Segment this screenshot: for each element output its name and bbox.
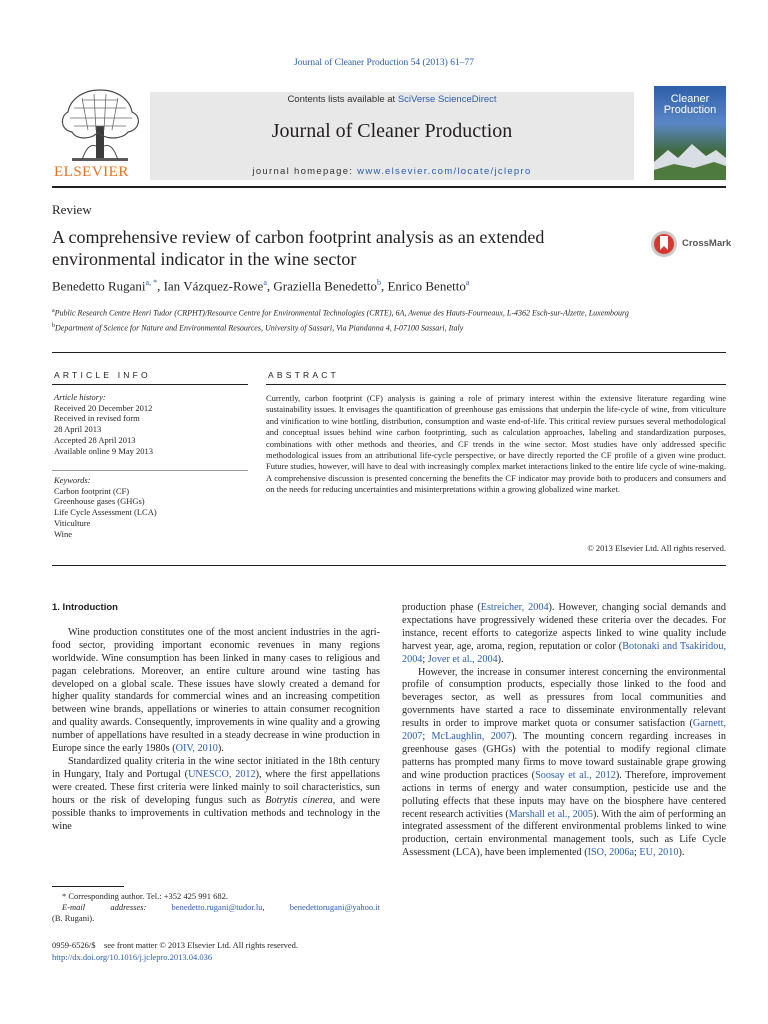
- author-4: Enrico Benetto: [387, 278, 466, 294]
- keyword-item: Viticulture: [54, 517, 91, 528]
- abstract-heading: ABSTRACT: [268, 370, 339, 380]
- citation-link[interactable]: Estreicher, 2004: [480, 602, 549, 613]
- history-item: Received in revised form: [54, 413, 140, 424]
- citation-link[interactable]: Botonaki and Tsakiridou, 2004: [402, 640, 726, 665]
- keywords-label: Keywords:: [54, 475, 91, 485]
- article-type: Review: [52, 202, 92, 217]
- citation-link[interactable]: Soosay et al., 2012: [535, 769, 616, 781]
- cover-title: [654, 94, 726, 116]
- author-3-affiliation[interactable]: b: [376, 278, 381, 287]
- intro-text: , and were possible thanks to improvements in cultivation methods and technology in the wine: [52, 794, 380, 832]
- article-info-rule: [52, 384, 248, 385]
- intro-paragraph: [402, 667, 726, 861]
- crossmark-badge[interactable]: [650, 228, 732, 260]
- affiliation-b: [52, 320, 642, 335]
- homepage-link[interactable]: www.elsevier.com/locate/jclepro: [357, 166, 532, 177]
- citation-link[interactable]: ISO, 2006a: [587, 847, 634, 859]
- affiliation-b-text: Department of Science for Nature and Environmental Resources, University of Sassari, Via Piandanna 4, I-07100 Sassari, Italy: [55, 323, 464, 333]
- citation-link[interactable]: OIV, 2010: [175, 743, 218, 755]
- journal-title: Journal of Cleaner Production: [271, 120, 513, 142]
- footnote-star: *: [62, 891, 67, 901]
- intro-text: ).: [497, 653, 504, 665]
- intro-text: ). However, changing social demands and expectations have progressively widened these criteria over the decades. For instance, recent efforts to categorize aspects linked to wine quality include harvest year, age, aroma, region, reputation or color (: [402, 602, 726, 652]
- intro-paragraph: [52, 756, 380, 833]
- corresponding-author: [52, 891, 380, 902]
- author-separator: ,: [266, 278, 274, 294]
- citation-link[interactable]: Jover et al., 2004: [427, 653, 498, 665]
- article-title: A comprehensive review of carbon footprint analysis as an extended environmental indicator in the wine sector: [52, 227, 545, 269]
- footnote-rule: [52, 886, 124, 887]
- keywords-rule: [52, 470, 248, 471]
- author-separator: ,: [380, 278, 388, 294]
- intro-text: ;: [634, 847, 640, 859]
- tree-icon: [52, 86, 148, 166]
- article-history: [54, 392, 248, 456]
- intro-text: Standardized quality criteria in the wine sector initiated in the 18th century in Hungary, Italy and Portugal (: [52, 755, 380, 780]
- citation-link[interactable]: Marshall et al., 2005: [508, 808, 593, 820]
- intro-text: ). Therefore, improvement actions in terms of energy and water consumption, pesticide use and the polluting effects that these inputs may have on the biosphere have centered recent research activities (: [402, 769, 727, 820]
- affiliation-a-text: Public Research Centre Henri Tudor (CRPHT)/Resource Centre for Environmental Technologies (CRTE), 6A, Avenue des Hauts-Fourneaux, L-4362 Esch-sur-Alzette, Luxembourg: [54, 308, 629, 318]
- contents-line: [150, 94, 634, 105]
- journal-citation[interactable]: Journal of Cleaner Production 54 (2013) 61–77: [294, 58, 474, 68]
- author-3: Graziella Benedetto: [273, 278, 377, 294]
- affiliation-a-marker: a: [52, 308, 55, 314]
- intro-text: production phase (: [402, 602, 481, 613]
- author-separator: ,: [157, 278, 164, 294]
- intro-paragraph: [402, 602, 726, 667]
- keyword-item: Life Cycle Assessment (LCA): [54, 507, 157, 518]
- keyword-item: Carbon footprint (CF): [54, 485, 130, 496]
- issn-line: 0959-6526/$ see front matter © 2013 Elsevier Ltd. All rights reserved.: [52, 940, 299, 950]
- footnote: [52, 891, 380, 925]
- email-owner: (B. Rugani).: [52, 913, 95, 924]
- journal-header-box: [150, 92, 634, 180]
- author-1: Benedetto Rugani: [52, 278, 146, 294]
- issn-block: [52, 939, 392, 963]
- intro-text: ). With the aim of performing an integrated assessment of the different environmental problems linked to wine production, certain environmental management tools, such as Life Cycle Assessment (LCA), have been implemented (: [402, 808, 726, 859]
- history-item: Received 20 December 2012: [54, 402, 153, 413]
- elsevier-wordmark: ELSEVIER: [54, 164, 129, 180]
- author-2: Ian Vázquez-Rowe: [163, 278, 264, 294]
- intro-text: Wine production constitutes one of the most ancient industries in the agri-food sector, providing important economic revenues in many regions worldwide. Wine consumption has been linked in many cases to religious and pagan celebrations. Moreover, an entire culture around wine tasting has developed on a global scale. These issues have slowly created a demand for higher quality standards for commercial wines and an increasing competition between wine brands, appellations or wineries to attain consumer recognition and quality awards. Consequently, improvements in wine quality and a growing number of appellations have resulted in a steady decrease in wine production in Europe since the early 1980s (: [52, 626, 380, 755]
- keyword-item: Greenhouse gases (GHGs): [54, 496, 145, 507]
- intro-heading: 1. Introduction: [52, 602, 118, 613]
- abstract-rule: [266, 384, 726, 385]
- history-item: Available online 9 May 2013: [54, 445, 153, 456]
- masthead-rule: [52, 186, 726, 188]
- journal-cover-image: [654, 86, 726, 180]
- affiliations: [52, 305, 642, 334]
- author-1-affiliation[interactable]: a, *: [145, 278, 158, 287]
- intro-species-name: Botrytis cinerea: [265, 794, 333, 806]
- author-list: [52, 278, 469, 294]
- article-info-heading: ARTICLE INFO: [54, 370, 151, 380]
- mountain-icon: [654, 140, 726, 180]
- abstract-copyright: © 2013 Elsevier Ltd. All rights reserved.: [587, 543, 726, 553]
- citation-link[interactable]: McLaughlin, 2007: [431, 731, 512, 743]
- history-item: 28 April 2013: [54, 424, 102, 435]
- abstract-bottom-rule: [52, 565, 726, 566]
- intro-text: ).: [678, 847, 685, 859]
- cover-title-line1: Cleaner: [670, 93, 710, 105]
- history-label: Article history:: [54, 392, 106, 402]
- citation-link[interactable]: Garnett, 2007: [402, 718, 726, 743]
- elsevier-tree-logo: [52, 86, 148, 180]
- journal-homepage: [150, 166, 634, 177]
- author-2-affiliation[interactable]: a: [263, 278, 267, 287]
- citation-link[interactable]: EU, 2010: [639, 847, 679, 859]
- intro-column-1: [52, 602, 380, 833]
- intro-paragraph: [52, 627, 380, 756]
- keyword-item: Wine: [54, 528, 73, 539]
- intro-text: ), where the first appellations were created. These first criteria were linked mainly to soil characteristics, sun hours or the risk of developing fungus such as: [52, 768, 380, 806]
- intro-text: However, the increase in consumer interest concerning the environmental profile of consumption products, especially those linked to the food and beverages sector, as well as pressures from local communities and governments have started a race to disseminate environmentally relevant results in order to improve market quota or consumer satisfaction (: [402, 666, 726, 730]
- intro-text: ).: [217, 743, 224, 755]
- masthead: [52, 86, 726, 180]
- email-separator: ,: [262, 902, 290, 913]
- email-link[interactable]: benedetto.rugani@tudor.lu: [171, 902, 263, 913]
- sciencedirect-link[interactable]: SciVerse ScienceDirect: [397, 94, 497, 105]
- affiliation-b-marker: b: [52, 322, 55, 329]
- email-link[interactable]: benedettorugani@yahoo.it: [289, 902, 380, 913]
- intro-column-2: [402, 602, 726, 860]
- citation-link[interactable]: UNESCO, 2012: [188, 768, 256, 780]
- email-line: [52, 902, 380, 913]
- section-rule: [52, 352, 726, 353]
- doi-link[interactable]: http://dx.doi.org/10.1016/j.jclepro.2013.04.036: [52, 952, 213, 962]
- corresponding-text: Corresponding author. Tel.: +352 425 991 682.: [66, 891, 229, 901]
- homepage-prefix: journal homepage:: [252, 166, 358, 177]
- keywords: [54, 475, 248, 539]
- email-label: E-mail addresses:: [62, 902, 147, 913]
- intro-text: ;: [422, 731, 432, 743]
- crossmark-icon: [650, 228, 678, 260]
- crossmark-label: CrossMark: [682, 238, 732, 249]
- intro-text: ). The mounting concern regarding increases in greenhouse gases (GHGs) with the potential to modify regional climate patterns has prompted many firms to move toward sustainable grape growing and wine production practices (: [402, 731, 726, 781]
- abstract-text: Currently, carbon footprint (CF) analysis is gaining a role of primary interest within the extensive literature regarding wine sustainability issues. It envisages the quantification of greenhouse gas emissions that underpin the life-cycle of wine, from viticulture and vinification to wine bottling, distribution, consumption and waste end-of-life. This critical review pursues several methodological and conceptual issues behind wine carbon footprinting, such as calculation approaches, labeling and standardization purposes, combinations with other methods and theories, and CF trends in the wine sector. Most studies have only addressed specific methodological issues from an attributional life-cycle perspective, or have directly reported the CF profile of a given wine product. Future studies, however, will have to deal with increasingly complex market interactions linked to the entire life cycle of wine-making. A comprehensive discussion is presented concerning the benefits the CF indicator may provide both to producers and consumers and on the needs for reducing uncertainties and misinterpretations within a growing globalized wine market.: [266, 393, 726, 495]
- contents-prefix: Contents lists available at: [287, 94, 398, 105]
- author-4-affiliation[interactable]: a: [465, 278, 470, 287]
- affiliation-a: [52, 305, 642, 320]
- cover-title-line2: Production: [663, 104, 717, 116]
- history-item: Accepted 28 April 2013: [54, 434, 136, 445]
- intro-text: ;: [422, 653, 428, 665]
